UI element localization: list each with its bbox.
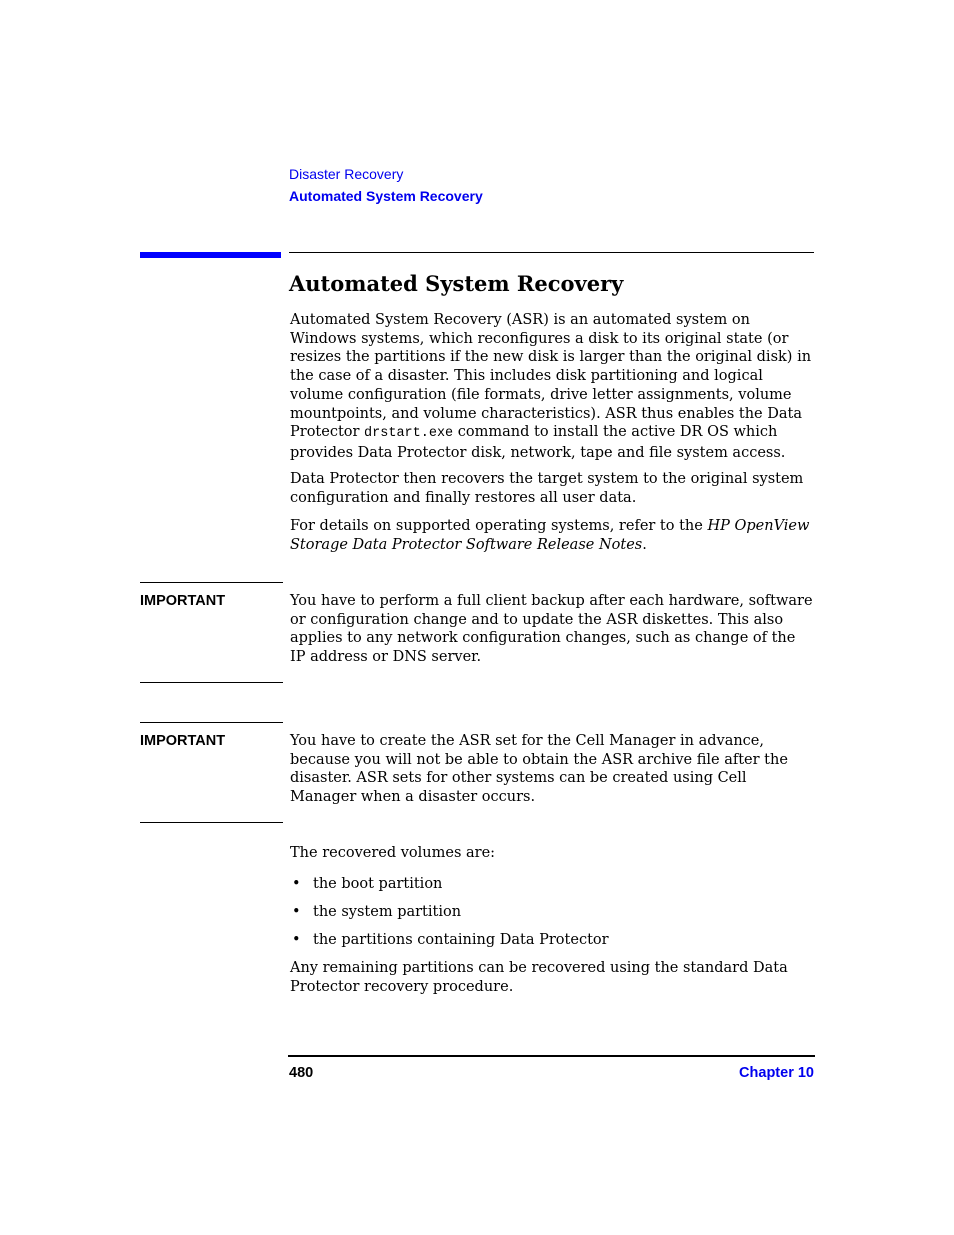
volumes-intro: The recovered volumes are: (290, 845, 496, 861)
page-number: 480 (289, 1065, 314, 1081)
intro-text-end: command to install the active DR OS which provides Data Protector disk, network, tape and file system access. (290, 424, 786, 461)
command-code: drstart.exe (364, 426, 454, 442)
intro-paragraph (290, 311, 815, 463)
details-suffix: . (642, 536, 647, 553)
details-paragraph (290, 517, 815, 554)
breadcrumb-section[interactable]: Automated System Recovery (289, 188, 483, 204)
note-rule-top (140, 582, 283, 583)
list-item (290, 875, 815, 903)
note-rule-top (140, 722, 283, 723)
details-prefix: For details on supported operating systems, refer to the (290, 518, 708, 534)
note-rule-bottom (140, 682, 283, 683)
section-divider (289, 252, 814, 253)
restore-paragraph: Data Protector then recovers the target system to the original system configuration and finally restores all user data. (290, 471, 804, 506)
bullet-icon: • (292, 876, 301, 892)
release-notes-reference: HP OpenView Storage Data Protector Software Release Notes (290, 518, 810, 553)
list-item-text: the boot partition (313, 876, 443, 892)
chapter-link[interactable]: Chapter 10 (739, 1065, 814, 1081)
volumes-list (290, 875, 815, 959)
bullet-icon: • (292, 904, 301, 920)
list-item-text: the partitions containing Data Protector (313, 932, 609, 948)
note-label: IMPORTANT (140, 593, 226, 609)
list-item (290, 931, 815, 959)
breadcrumb-chapter[interactable]: Disaster Recovery (289, 166, 404, 182)
closing-paragraph: Any remaining partitions can be recovered using the standard Data Protector recovery procedure. (290, 960, 788, 995)
list-item (290, 903, 815, 931)
page-title: Automated System Recovery (289, 271, 624, 296)
bullet-icon: • (292, 932, 301, 948)
list-item-text: the system partition (313, 904, 462, 920)
note-rule-bottom (140, 822, 283, 823)
note-text: You have to perform a full client backup after each hardware, software or configuration change and to update the ASR diskettes. This also applies to any network configuration changes, such as change of the IP address or DNS server. (290, 593, 813, 666)
note-label: IMPORTANT (140, 733, 226, 749)
footer-rule (288, 1055, 815, 1057)
note-text: You have to create the ASR set for the Cell Manager in advance, because you will not be able to obtain the ASR archive file after the disaster. ASR sets for other systems can be created using Cell Manager when a disaster occurs. (290, 733, 788, 806)
intro-text-start: Automated System Recovery (ASR) is an automated system on Windows systems, which reconfigures a disk to its original state (or resizes the partitions if the new disk is larger than the original disk) in the case of a disaster. This includes disk partitioning and logical volume configuration (file formats, drive letter assignments, volume mountpoints, and volume characteristics). ASR thus enables the Data Protector (290, 312, 812, 441)
section-accent-bar (140, 252, 281, 258)
